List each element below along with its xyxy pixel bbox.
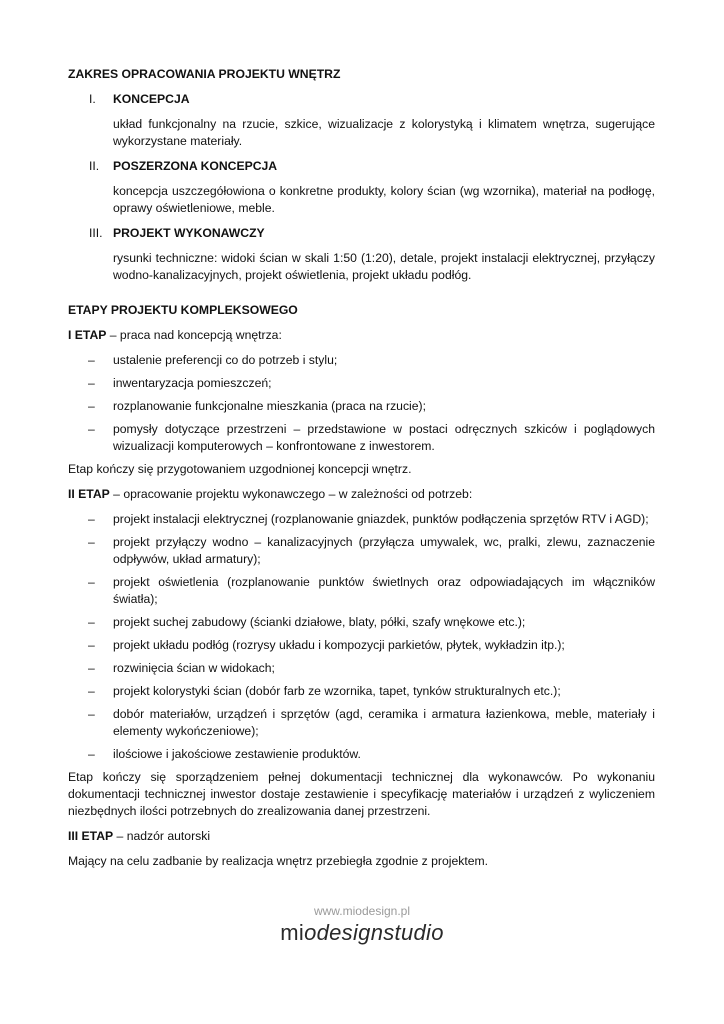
- dash-bullet: –: [88, 707, 95, 721]
- list-item-text: rozwinięcia ścian w widokach;: [113, 661, 275, 675]
- company-logo: [0, 920, 724, 945]
- logo-text-right: designstudio: [316, 920, 444, 945]
- dash-bullet: –: [88, 661, 95, 675]
- list-item-text: dobór materiałów, urządzeń i sprzętów (agd, ceramika i armatura łazienkowa, meble, materiały i elementy wykończeniowe);: [113, 707, 655, 738]
- list-item: [68, 375, 655, 392]
- list-item: [68, 511, 655, 528]
- list-item: [68, 574, 655, 608]
- stage-3-intro: [68, 828, 655, 845]
- stages-heading: ETAPY PROJEKTU KOMPLEKSOWEGO: [68, 303, 298, 317]
- list-item-text: inwentaryzacja pomieszczeń;: [113, 376, 272, 390]
- list-item-text: projekt suchej zabudowy (ścianki działowe, blaty, półki, szafy wnękowe etc.);: [113, 615, 526, 629]
- list-item-text: ilościowe i jakościowe zestawienie produktów.: [113, 747, 361, 761]
- list-item-text: projekt oświetlenia (rozplanowanie punktów świetlnych oraz odpowiadających im włączników światła);: [113, 575, 655, 606]
- dash-bullet: –: [88, 615, 95, 629]
- list-item-text: projekt układu podłóg (rozrysy układu i kompozycji parkietów, płytek, wykładzin itp.);: [113, 638, 565, 652]
- stage-1-list: [68, 352, 655, 455]
- list-item-text: projekt przyłączy wodno – kanalizacyjnych (przyłącza umywalek, wc, pralki, zlewu, zaznaczenie odpływów, układ armatury);: [113, 535, 655, 566]
- list-item: [68, 352, 655, 369]
- stage-3-label: III ETAP: [68, 829, 114, 843]
- scope-heading: ZAKRES OPRACOWANIA PROJEKTU WNĘTRZ: [68, 67, 341, 81]
- list-item: [68, 660, 655, 677]
- dash-bullet: –: [88, 638, 95, 652]
- dash-bullet: –: [88, 422, 95, 436]
- list-item-text: projekt instalacji elektrycznej (rozplanowanie gniazdek, punktów podłączenia sprzętów RTV i AGD);: [113, 512, 649, 526]
- list-item-text: rozplanowanie funkcjonalne mieszkania (praca na rzucie);: [113, 399, 426, 413]
- scope-item-title: KONCEPCJA: [113, 92, 190, 106]
- list-item-text: projekt kolorystyki ścian (dobór farb ze wzornika, tapet, tynków strukturalnych etc.);: [113, 684, 561, 698]
- scope-item-text: koncepcja uszczegółowiona o konkretne produkty, kolory ścian (wg wzornika), materiał na podłogę, oprawy oświetleniowe, meble.: [113, 184, 655, 215]
- scope-item-text: rysunki techniczne: widoki ścian w skali 1:50 (1:20), detale, projekt instalacji elektrycznej, przyłączy wodno-kanalizacyjnych, projekt oświetlenia, projekt układu podłóg.: [113, 251, 655, 282]
- stage-1-intro: [68, 327, 655, 344]
- list-item: [68, 706, 655, 740]
- scope-item-number: I.: [89, 92, 96, 106]
- stage-2-intro-text: – opracowanie projektu wykonawczego – w zależności od potrzeb:: [109, 487, 473, 501]
- stage-3-closing: Mający na celu zadbanie by realizacja wnętrz przebiegła zgodnie z projektem.: [68, 854, 489, 868]
- list-item-text: ustalenie preferencji co do potrzeb i stylu;: [113, 353, 338, 367]
- stage-1-closing: Etap kończy się przygotowaniem uzgodnionej koncepcji wnętrz.: [68, 462, 412, 476]
- list-item: [68, 398, 655, 415]
- dash-bullet: –: [88, 376, 95, 390]
- scope-item: [68, 91, 655, 150]
- footer: [0, 903, 724, 945]
- website-link[interactable]: www.miodesign.pl: [313, 904, 411, 918]
- scope-item-text: układ funkcjonalny na rzucie, szkice, wizualizacje z kolorystyką i klimatem wnętrza, sugerujące wykorzystane materiały.: [113, 117, 655, 148]
- dash-bullet: –: [88, 512, 95, 526]
- stage-2-intro: [68, 486, 655, 503]
- dash-bullet: –: [88, 353, 95, 367]
- scope-item-number: III.: [89, 226, 103, 240]
- scope-item-title: PROJEKT WYKONAWCZY: [113, 226, 265, 240]
- list-item: [68, 637, 655, 654]
- stage-1-label: I ETAP: [68, 328, 107, 342]
- scope-item: [68, 225, 655, 284]
- logo-text-left: mi: [280, 920, 305, 945]
- stage-2-closing: Etap kończy się sporządzeniem pełnej dokumentacji technicznej dla wykonawców. Po wykonaniu dokumentacji technicznej inwestor dostaje zestawienie i specyfikację materiałów i urządzeń z wyliczeniem niezbędnych ilości potrzebnych do zrealizowania danej przestrzeni.: [68, 770, 655, 818]
- stage-2-label: II ETAP: [68, 487, 110, 501]
- dash-bullet: –: [88, 747, 95, 761]
- list-item: [68, 683, 655, 700]
- stage-2-list: [68, 511, 655, 763]
- logo-text-mid: o: [304, 920, 317, 945]
- list-item: [68, 421, 655, 455]
- dash-bullet: –: [88, 399, 95, 413]
- list-item: [68, 614, 655, 631]
- dash-bullet: –: [88, 575, 95, 589]
- dash-bullet: –: [88, 684, 95, 698]
- list-item-text: pomysły dotyczące przestrzeni – przedstawione w postaci odręcznych szkiców i poglądowych wizualizacji komputerowych – konfrontowane z inwestorem.: [113, 422, 655, 453]
- scope-item-number: II.: [89, 159, 100, 173]
- document-page: [68, 66, 655, 878]
- stage-3-intro-text: – nadzór autorski: [113, 829, 211, 843]
- stage-1-intro-text: – praca nad koncepcją wnętrza:: [106, 328, 282, 342]
- dash-bullet: –: [88, 535, 95, 549]
- list-item: [68, 746, 655, 763]
- scope-item-title: POSZERZONA KONCEPCJA: [113, 159, 278, 173]
- scope-item: [68, 158, 655, 217]
- list-item: [68, 534, 655, 568]
